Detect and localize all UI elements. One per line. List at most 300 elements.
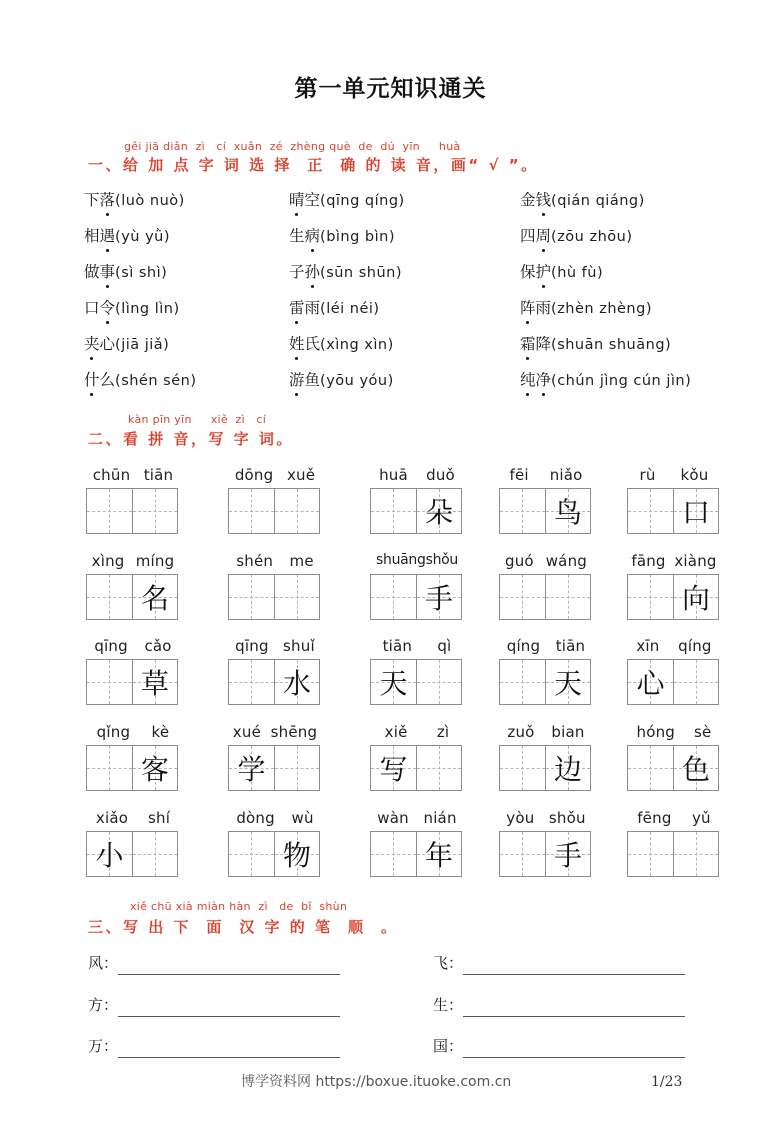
box-char xyxy=(500,832,545,876)
pinyin-options[interactable]: (shuān shuāng) xyxy=(551,337,672,353)
pinyin-syllable: chūn xyxy=(92,466,131,484)
word-choice-item[interactable] xyxy=(520,188,645,210)
word-chars xyxy=(520,296,551,318)
box-char xyxy=(229,660,274,704)
tianzige-box-empty[interactable] xyxy=(628,575,673,619)
stroke-char-label: 风： xyxy=(88,954,119,972)
pinyin-label xyxy=(228,809,322,829)
pinyin-writing-cell xyxy=(627,809,721,829)
tianzige-box-pair xyxy=(627,574,719,620)
pinyin-syllable: shǒu xyxy=(425,552,458,568)
pinyin-label xyxy=(86,466,180,486)
word-chars xyxy=(520,260,551,282)
pinyin-label xyxy=(86,723,180,743)
box-char: 小 xyxy=(95,839,124,872)
tianzige-box-filled xyxy=(673,746,718,790)
stroke-order-item xyxy=(433,951,693,975)
pinyin-syllable: zuǒ xyxy=(507,723,535,741)
word-chars xyxy=(520,224,551,246)
box-char: 年 xyxy=(424,839,453,872)
box-char: 水 xyxy=(282,667,311,700)
stroke-char-label: 飞： xyxy=(433,954,464,972)
tianzige-box-empty[interactable] xyxy=(87,575,132,619)
word-choice-item[interactable] xyxy=(520,260,603,282)
pinyin-syllable: rù xyxy=(639,466,656,484)
dotted-char: 事 xyxy=(100,260,116,282)
box-char: 名 xyxy=(140,582,169,615)
pinyin-label xyxy=(228,466,322,486)
tianzige-box-empty[interactable] xyxy=(229,832,274,876)
stroke-answer-line[interactable] xyxy=(463,1037,685,1058)
pinyin-syllable: qǐng xyxy=(96,723,131,741)
word-chars xyxy=(84,332,115,354)
tianzige-box-empty[interactable] xyxy=(500,832,545,876)
stroke-answer-line[interactable] xyxy=(463,996,685,1017)
word-char: 雨 xyxy=(535,299,552,317)
dotted-char: 什 xyxy=(84,368,100,390)
tianzige-box-filled xyxy=(545,489,590,533)
tianzige-box-empty[interactable] xyxy=(371,832,416,876)
pinyin-writing-cell xyxy=(627,552,721,615)
box-char xyxy=(133,489,177,533)
pinyin-syllable: bian xyxy=(551,723,585,741)
word-chars xyxy=(84,368,115,390)
dotted-char: 病 xyxy=(305,224,321,246)
box-char xyxy=(275,575,319,619)
tianzige-box-pair xyxy=(370,574,462,620)
pinyin-syllable: xué xyxy=(232,723,262,741)
dotted-char: 雷 xyxy=(289,296,305,318)
tianzige-box-empty[interactable] xyxy=(628,489,673,533)
tianzige-box-empty[interactable] xyxy=(500,660,545,704)
box-char xyxy=(229,832,274,876)
word-choice-item[interactable] xyxy=(520,296,652,318)
pinyin-writing-cell xyxy=(370,466,464,529)
word-char: 降 xyxy=(535,335,552,353)
tianzige-box-pair xyxy=(228,488,320,534)
dotted-char: 周 xyxy=(536,224,552,246)
tianzige-box-empty[interactable] xyxy=(545,575,590,619)
word-chars xyxy=(520,188,551,210)
pinyin-syllable: kǒu xyxy=(680,466,709,484)
stroke-answer-line[interactable] xyxy=(118,1037,340,1058)
pinyin-label xyxy=(228,723,322,743)
word-char: 氏 xyxy=(304,335,321,353)
pinyin-label xyxy=(499,723,593,743)
tianzige-box-pair xyxy=(370,831,462,877)
tianzige-box-filled xyxy=(274,660,319,704)
tianzige-box-pair xyxy=(499,574,591,620)
tianzige-box-empty[interactable] xyxy=(628,746,673,790)
word-char: 空 xyxy=(304,191,321,209)
box-char xyxy=(417,660,461,704)
tianzige-box-empty[interactable] xyxy=(274,746,319,790)
dotted-char: 净 xyxy=(536,368,552,390)
pinyin-syllable: qíng xyxy=(506,637,541,655)
pinyin-options[interactable]: (xìng xìn) xyxy=(320,337,394,353)
stroke-char-label: 方： xyxy=(88,996,119,1014)
pinyin-options[interactable]: (bìng bìn) xyxy=(320,229,396,245)
tianzige-box-filled xyxy=(87,832,132,876)
word-chars xyxy=(84,224,115,246)
pinyin-syllable: cǎo xyxy=(144,637,172,655)
tianzige-box-empty[interactable] xyxy=(132,832,177,876)
pinyin-options[interactable]: (sūn shūn) xyxy=(320,265,403,281)
tianzige-box-filled xyxy=(371,660,416,704)
dotted-char: 阵 xyxy=(520,296,536,318)
box-char xyxy=(628,746,673,790)
tianzige-box-empty[interactable] xyxy=(500,746,545,790)
tianzige-box-pair xyxy=(86,659,178,705)
tianzige-box-pair xyxy=(627,488,719,534)
box-char xyxy=(275,746,319,790)
tianzige-box-empty[interactable] xyxy=(87,489,132,533)
stroke-answer-line[interactable] xyxy=(118,954,340,975)
pinyin-options[interactable]: (jiā jiǎ) xyxy=(115,337,170,353)
tianzige-box-pair xyxy=(228,574,320,620)
pinyin-writing-cell xyxy=(499,552,593,572)
pinyin-writing-cell xyxy=(499,723,593,786)
word-choice-item[interactable] xyxy=(289,332,394,354)
stroke-order-item xyxy=(433,993,693,1017)
tianzige-box-pair xyxy=(370,659,462,705)
tianzige-box-empty[interactable] xyxy=(673,660,718,704)
tianzige-box-empty[interactable] xyxy=(229,660,274,704)
pinyin-syllable: shén xyxy=(236,552,274,570)
word-choice-item[interactable] xyxy=(520,368,691,390)
tianzige-box-empty[interactable] xyxy=(673,832,718,876)
stroke-order-item xyxy=(88,1034,348,1058)
box-char xyxy=(674,832,718,876)
pinyin-writing-cell xyxy=(86,637,180,700)
word-char: 鱼 xyxy=(304,371,321,389)
pinyin-syllable: shēng xyxy=(270,723,318,741)
pinyin-syllable: yǔ xyxy=(691,809,711,827)
word-char: 下 xyxy=(84,191,100,209)
tianzige-box-empty[interactable] xyxy=(371,575,416,619)
box-char: 客 xyxy=(140,753,169,786)
pinyin-writing-cell xyxy=(370,723,464,786)
tianzige-box-pair xyxy=(228,659,320,705)
pinyin-options[interactable]: (hù fù) xyxy=(551,265,604,281)
dotted-char: 晴 xyxy=(289,188,305,210)
tianzige-box-empty[interactable] xyxy=(132,489,177,533)
tianzige-box-filled xyxy=(416,489,461,533)
tianzige-box-empty[interactable] xyxy=(229,575,274,619)
pinyin-label xyxy=(228,552,322,572)
pinyin-syllable: xiǎo xyxy=(95,809,129,827)
dotted-char: 纯 xyxy=(520,368,536,390)
box-char: 朵 xyxy=(424,496,453,529)
pinyin-writing-cell xyxy=(228,809,322,872)
tianzige-box-empty[interactable] xyxy=(500,575,545,619)
word-choice-item[interactable] xyxy=(84,260,167,282)
section2-pinyin: kàn pīn yīn xiě zì cí xyxy=(128,413,267,426)
stroke-order-item xyxy=(88,993,348,1017)
section2-heading: 二、看 拼 音，写 字 词。 xyxy=(88,430,294,448)
tianzige-box-empty[interactable] xyxy=(229,489,274,533)
pinyin-options[interactable]: (lìng lìn) xyxy=(115,301,180,317)
word-char: 金 xyxy=(520,191,536,209)
word-choice-item[interactable] xyxy=(84,224,170,246)
pinyin-options[interactable]: (shén sén) xyxy=(115,373,197,389)
pinyin-writing-cell xyxy=(627,466,721,529)
pinyin-syllable: hóng xyxy=(636,723,676,741)
tianzige-box-filled xyxy=(132,660,177,704)
dotted-char: 护 xyxy=(536,260,552,282)
pinyin-syllable: wàn xyxy=(377,809,409,827)
page-number: 1/23 xyxy=(651,1074,683,1090)
box-char xyxy=(87,660,132,704)
pinyin-syllable: kè xyxy=(151,723,170,741)
tianzige-box-pair xyxy=(228,831,320,877)
section1-heading: 一、给 加 点 字 词 选 择 正 确 的 读 音，画“ √ ”。 xyxy=(88,156,539,174)
pinyin-syllable: tiān xyxy=(143,466,174,484)
dotted-char: 遇 xyxy=(100,224,116,246)
pinyin-writing-cell xyxy=(499,809,593,872)
page-title: 第一单元知识通关 xyxy=(294,75,487,102)
word-chars xyxy=(289,260,320,282)
tianzige-box-filled xyxy=(545,660,590,704)
tianzige-box-pair xyxy=(86,574,178,620)
pinyin-label xyxy=(627,637,721,657)
tianzige-box-filled xyxy=(416,832,461,876)
pinyin-syllable: niǎo xyxy=(549,466,583,484)
tianzige-box-pair xyxy=(627,745,719,791)
word-char: 四 xyxy=(520,227,536,245)
word-choice-item[interactable] xyxy=(84,368,196,390)
box-char xyxy=(500,575,545,619)
box-char xyxy=(371,832,416,876)
box-char xyxy=(500,746,545,790)
pinyin-label xyxy=(86,809,180,829)
word-choice-item[interactable] xyxy=(84,188,185,210)
tianzige-box-filled xyxy=(545,832,590,876)
section3-heading: 三、写 出 下 面 汉 字 的 笔 顺 。 xyxy=(88,918,399,936)
box-char: 写 xyxy=(379,753,408,786)
pinyin-options[interactable]: (chún jìng cún jìn) xyxy=(551,373,692,389)
pinyin-options[interactable]: (luò nuò) xyxy=(115,193,185,209)
tianzige-box-empty[interactable] xyxy=(500,489,545,533)
pinyin-options[interactable]: (zōu zhōu) xyxy=(551,229,633,245)
pinyin-options[interactable]: (qián qiáng) xyxy=(551,193,645,209)
box-char xyxy=(546,575,590,619)
stroke-answer-line[interactable] xyxy=(118,996,340,1017)
pinyin-label xyxy=(627,552,721,572)
word-chars xyxy=(84,296,115,318)
pinyin-writing-cell xyxy=(228,552,322,572)
tianzige-box-filled xyxy=(416,575,461,619)
tianzige-box-pair xyxy=(627,659,719,705)
pinyin-syllable: fēng xyxy=(637,809,672,827)
pinyin-label xyxy=(627,809,721,829)
box-char: 草 xyxy=(140,667,169,700)
tianzige-box-filled xyxy=(628,660,673,704)
dotted-char: 令 xyxy=(100,296,116,318)
word-chars xyxy=(84,188,115,210)
box-char: 鸟 xyxy=(553,496,582,529)
word-choice-item[interactable] xyxy=(289,296,380,318)
box-char xyxy=(674,660,718,704)
pinyin-syllable: fēi xyxy=(509,466,529,484)
tianzige-box-pair xyxy=(499,488,591,534)
pinyin-writing-cell xyxy=(499,466,593,529)
tianzige-box-filled xyxy=(545,746,590,790)
box-char: 心 xyxy=(636,667,665,700)
pinyin-label xyxy=(499,552,593,572)
word-choice-item[interactable] xyxy=(289,188,405,210)
pinyin-syllable: fāng xyxy=(631,552,666,570)
box-char xyxy=(628,832,673,876)
tianzige-box-filled xyxy=(673,575,718,619)
dotted-char: 游 xyxy=(289,368,305,390)
pinyin-options[interactable]: (yōu yóu) xyxy=(320,373,394,389)
box-char xyxy=(500,489,545,533)
box-char: 色 xyxy=(681,753,710,786)
pinyin-syllable: shuǐ xyxy=(283,637,315,655)
box-char: 天 xyxy=(379,667,408,700)
pinyin-options[interactable]: (yù yǜ) xyxy=(115,229,170,245)
word-choice-item[interactable] xyxy=(84,332,169,354)
pinyin-label xyxy=(370,466,464,486)
tianzige-box-empty[interactable] xyxy=(87,746,132,790)
section3-pinyin: xiě chū xià miàn hàn zì de bǐ shùn xyxy=(130,900,348,913)
tianzige-box-empty[interactable] xyxy=(274,489,319,533)
box-char xyxy=(628,575,673,619)
dotted-char: 落 xyxy=(100,188,116,210)
box-char xyxy=(87,489,132,533)
tianzige-box-filled xyxy=(673,489,718,533)
pinyin-syllable: qīng xyxy=(94,637,128,655)
tianzige-box-empty[interactable] xyxy=(416,660,461,704)
pinyin-syllable: sè xyxy=(694,723,712,741)
pinyin-label xyxy=(499,809,593,829)
pinyin-syllable: xiě xyxy=(384,723,408,741)
pinyin-syllable: qīng xyxy=(235,637,269,655)
pinyin-writing-cell xyxy=(499,637,593,700)
pinyin-syllable: huā xyxy=(379,466,408,484)
tianzige-box-empty[interactable] xyxy=(628,832,673,876)
word-chars xyxy=(289,296,320,318)
box-char xyxy=(500,660,545,704)
word-choice-item[interactable] xyxy=(520,332,671,354)
pinyin-writing-cell xyxy=(86,466,180,486)
pinyin-writing-cell xyxy=(627,723,721,786)
pinyin-label xyxy=(627,723,721,743)
pinyin-writing-cell xyxy=(86,809,180,872)
pinyin-writing-cell xyxy=(228,723,322,786)
pinyin-syllable: xuě xyxy=(286,466,316,484)
pinyin-syllable: xiàng xyxy=(674,552,717,570)
pinyin-options[interactable]: (zhèn zhèng) xyxy=(551,301,652,317)
pinyin-syllable: nián xyxy=(423,809,457,827)
tianzige-box-filled xyxy=(371,746,416,790)
word-char: 子 xyxy=(289,263,305,281)
pinyin-options[interactable]: (qīng qíng) xyxy=(320,193,405,209)
pinyin-syllable: xīn xyxy=(636,637,660,655)
box-char xyxy=(371,575,416,619)
pinyin-label xyxy=(370,637,464,657)
word-choice-item[interactable] xyxy=(289,260,402,282)
pinyin-syllable: zì xyxy=(436,723,450,741)
word-char: 相 xyxy=(84,227,100,245)
pinyin-syllable: yòu xyxy=(506,809,535,827)
pinyin-options[interactable]: (sì shì) xyxy=(115,265,168,281)
word-choice-item[interactable] xyxy=(520,224,633,246)
pinyin-writing-cell xyxy=(86,723,180,786)
box-char: 物 xyxy=(282,839,311,872)
box-char: 天 xyxy=(553,667,582,700)
word-chars xyxy=(289,188,320,210)
pinyin-syllable: shǒu xyxy=(548,809,586,827)
box-char xyxy=(229,575,274,619)
word-choice-item[interactable] xyxy=(289,224,395,246)
word-chars xyxy=(84,260,115,282)
pinyin-options[interactable]: (léi néi) xyxy=(320,301,380,317)
tianzige-box-pair xyxy=(228,745,320,791)
tianzige-box-pair xyxy=(370,745,462,791)
word-choice-item[interactable] xyxy=(84,296,180,318)
stroke-order-item xyxy=(433,1034,693,1058)
pinyin-syllable: shuāng xyxy=(376,552,426,568)
pinyin-writing-cell xyxy=(627,637,721,700)
pinyin-writing-cell xyxy=(86,552,180,615)
box-char: 口 xyxy=(681,496,710,529)
stroke-char-label: 万： xyxy=(88,1037,119,1055)
pinyin-label xyxy=(370,723,464,743)
pinyin-label xyxy=(86,552,180,572)
pinyin-syllable: xìng xyxy=(91,552,125,570)
word-char: 雨 xyxy=(304,299,321,317)
tianzige-box-empty[interactable] xyxy=(371,489,416,533)
pinyin-syllable: qì xyxy=(437,637,452,655)
stroke-order-item xyxy=(88,951,348,975)
stroke-char-label: 国： xyxy=(433,1037,464,1055)
word-chars xyxy=(289,224,320,246)
tianzige-box-filled xyxy=(274,832,319,876)
dotted-char: 霜 xyxy=(520,332,536,354)
pinyin-label xyxy=(370,809,464,829)
watermark: 博学资料网 https://boxue.ituoke.com.cn xyxy=(241,1074,512,1090)
pinyin-syllable: tiān xyxy=(382,637,413,655)
tianzige-box-pair xyxy=(499,831,591,877)
stroke-answer-line[interactable] xyxy=(463,954,685,975)
pinyin-syllable: wáng xyxy=(545,552,588,570)
pinyin-syllable: tiān xyxy=(555,637,586,655)
tianzige-box-empty[interactable] xyxy=(87,660,132,704)
word-chars xyxy=(520,332,551,354)
dotted-char: 钱 xyxy=(536,188,552,210)
box-char xyxy=(628,489,673,533)
box-char xyxy=(417,746,461,790)
box-char: 手 xyxy=(553,839,582,872)
pinyin-syllable: qíng xyxy=(678,637,712,655)
pinyin-label xyxy=(499,466,593,486)
pinyin-writing-cell xyxy=(228,637,322,700)
pinyin-syllable: me xyxy=(289,552,314,570)
word-char: 做 xyxy=(84,263,100,281)
tianzige-box-empty[interactable] xyxy=(274,575,319,619)
pinyin-syllable: dōng xyxy=(234,466,274,484)
pinyin-writing-cell xyxy=(370,809,464,872)
word-choice-item[interactable] xyxy=(289,368,394,390)
box-char xyxy=(87,746,132,790)
tianzige-box-empty[interactable] xyxy=(416,746,461,790)
pinyin-writing-cell xyxy=(370,552,464,615)
pinyin-syllable: dòng xyxy=(236,809,275,827)
section1-pinyin: gěi jiā diǎn zì cí xuǎn zé zhèng què de dú yīn huà xyxy=(124,140,461,153)
tianzige-box-pair xyxy=(627,831,719,877)
